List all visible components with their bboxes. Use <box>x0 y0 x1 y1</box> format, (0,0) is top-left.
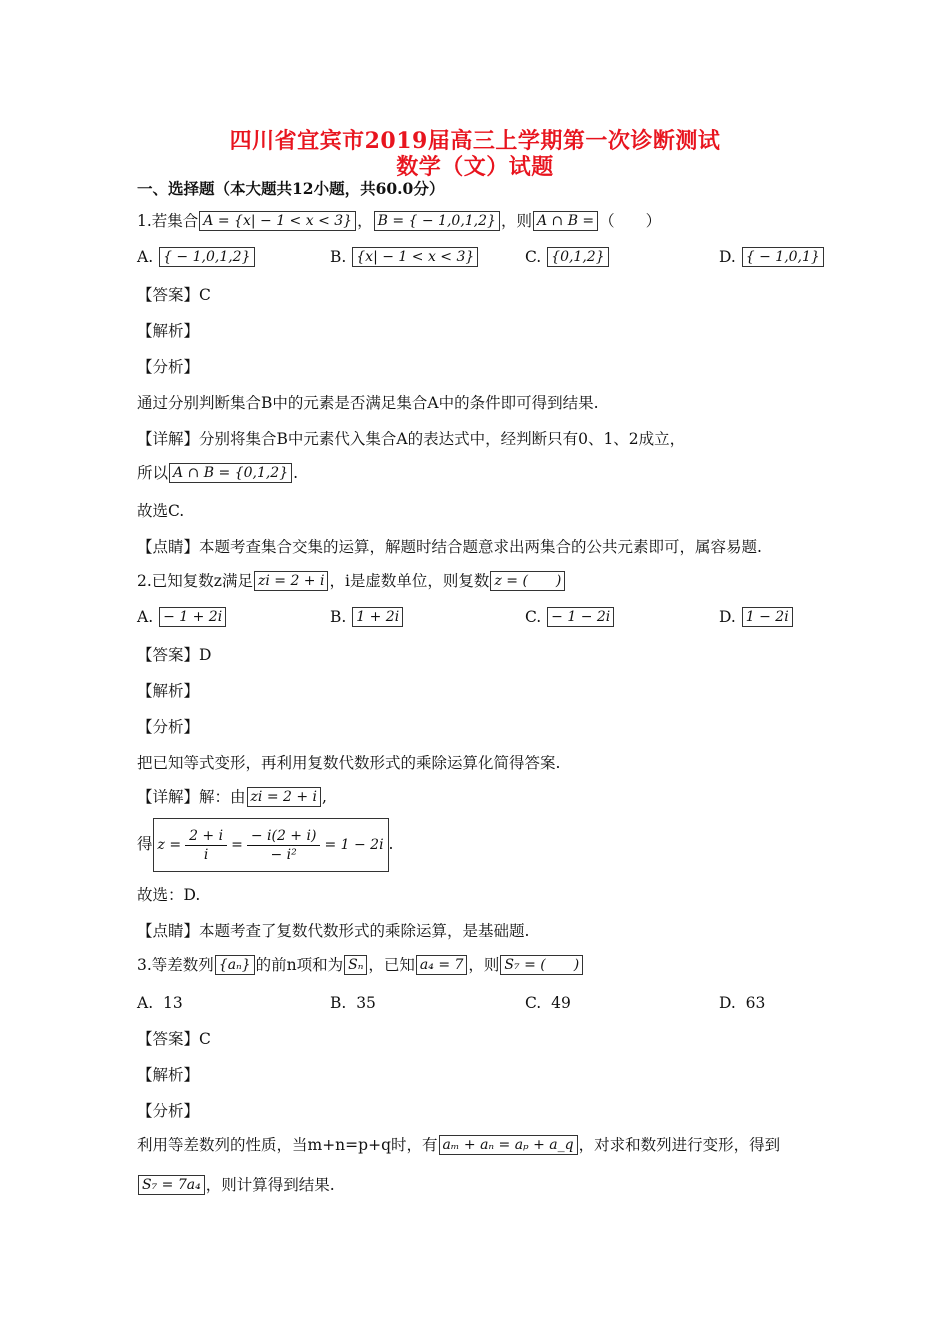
q1-conclusion <box>137 462 298 484</box>
q3-option-b-label: B. <box>330 994 347 1012</box>
q1-option-d-label: D. <box>719 248 736 266</box>
q3-text1-suffix: ，对求和数列进行变形，得到 <box>578 1136 781 1154</box>
q2-equals: = <box>231 837 243 853</box>
q1-expression: A ∩ B = <box>533 211 598 231</box>
q2-fenxi-text: 把已知等式变形，再利用复数代数形式的乘除运算化简得答案. <box>137 754 561 772</box>
q1-option-c-label: C. <box>525 248 542 266</box>
q1-option-a <box>137 246 256 268</box>
q3-option-b <box>330 992 376 1014</box>
q2-option-a-value: − 1 + 2i <box>159 607 226 627</box>
q2-fraction-2 <box>247 827 321 864</box>
q1-option-d-value: { − 1,0,1} <box>742 247 824 267</box>
q3-option-a-value: 13 <box>162 994 183 1012</box>
q1-detail: 【详解】分别将集合B中元素代入集合A的表达式中，经判断只有0、1、2成立， <box>137 430 686 448</box>
q2-option-c-value: − 1 − 2i <box>547 607 614 627</box>
q1-option-d <box>719 246 825 268</box>
question-2 <box>137 570 566 592</box>
q2-option-c-label: C. <box>525 608 542 626</box>
section-heading: 一、选择题（本大题共12小题，共60.0分） <box>137 179 445 198</box>
q3-text1-expression: aₘ + aₙ = aₚ + a_q <box>439 1135 578 1155</box>
q1-separator: ， <box>357 212 373 230</box>
q2-mid-text: ，i是虚数单位，则复数 <box>329 572 490 590</box>
q1-fenxi-label: 【分析】 <box>137 358 200 376</box>
q2-option-d <box>719 606 794 628</box>
q1-note: 【点睛】本题考查集合交集的运算，解题时结合题意求出两集合的公共元素即可，属容易题. <box>137 538 762 556</box>
q3-fenxi-text-2 <box>137 1174 335 1196</box>
q2-expression: zi = 2 + i <box>254 571 329 591</box>
q2-frac-z: z = <box>157 837 182 853</box>
q1-analysis-label: 【解析】 <box>137 322 200 340</box>
q1-option-b <box>330 246 479 268</box>
question-1 <box>137 210 661 232</box>
q2-answer: 【答案】D <box>137 646 212 664</box>
q1-fenxi-text: 通过分别判断集合B中的元素是否满足集合A中的条件即可得到结果. <box>137 394 599 412</box>
q1-option-b-value: {x| − 1 < x < 3} <box>352 247 478 267</box>
q2-frac-result: = 1 − 2i <box>324 837 384 853</box>
question-3 <box>137 954 584 976</box>
q2-fraction-2-numerator: − i(2 + i) <box>247 827 321 846</box>
q3-text2-expression: S₇ = 7a₄ <box>138 1175 205 1195</box>
q3-option-d-value: 63 <box>745 994 766 1012</box>
q2-option-b-value: 1 + 2i <box>352 607 403 627</box>
q3-text1-prefix: 利用等差数列的性质，当m+n=p+q时，有 <box>137 1136 438 1154</box>
q3-text2-suffix: ，则计算得到结果. <box>205 1176 335 1194</box>
q3-option-c-label: C. <box>525 994 542 1012</box>
document-title-line2: 数学（文）试题 <box>396 154 554 180</box>
q1-option-a-label: A. <box>137 248 154 266</box>
q2-option-d-value: 1 − 2i <box>742 607 793 627</box>
q3-prefix: 3.等差数列 <box>137 956 214 974</box>
q3-s7: S₇ = ( ) <box>500 955 583 975</box>
q1-set-a: A = {x| − 1 < x < 3} <box>199 211 356 231</box>
q2-option-d-label: D. <box>719 608 736 626</box>
q3-sn: Sₙ <box>344 955 367 975</box>
q1-option-c <box>525 246 610 268</box>
q2-fraction-2-denominator: − i² <box>270 846 297 863</box>
q3-answer: 【答案】C <box>137 1030 211 1048</box>
q2-de-label: 得 <box>137 835 153 853</box>
q2-analysis-label: 【解析】 <box>137 682 200 700</box>
q3-option-d <box>719 992 765 1014</box>
q3-a4: a₄ = 7 <box>416 955 468 975</box>
q1-option-a-value: { − 1,0,1,2} <box>159 247 254 267</box>
q3-fenxi-label: 【分析】 <box>137 1102 200 1120</box>
q3-option-a-label: A. <box>137 994 154 1012</box>
q3-option-b-value: 35 <box>356 994 376 1012</box>
q1-so-period: . <box>293 464 299 482</box>
q1-so-expression: A ∩ B = {0,1,2} <box>169 463 292 483</box>
q1-answer: 【答案】C <box>137 286 211 304</box>
q1-mid-text: ，则 <box>500 212 532 230</box>
q1-blank: （ ） <box>599 212 662 230</box>
q1-option-c-value: {0,1,2} <box>547 247 608 267</box>
document-title-line1: 四川省宜宾市2019届高三上学期第一次诊断测试 <box>229 128 721 154</box>
q3-mid-text-3: ，则 <box>468 956 500 974</box>
q2-fraction-expression <box>153 818 389 872</box>
q2-choose: 故选：D. <box>137 886 201 904</box>
q3-option-c-value: 49 <box>551 994 571 1012</box>
q2-detail-comma: , <box>322 788 327 806</box>
q3-mid-text-2: ，已知 <box>368 956 415 974</box>
q3-analysis-label: 【解析】 <box>137 1066 200 1084</box>
q2-option-a <box>137 606 227 628</box>
q2-detail-prefix: 【详解】解：由 <box>137 788 246 806</box>
q2-derivation <box>137 818 393 872</box>
q1-prefix: 1.若集合 <box>137 212 199 230</box>
q2-fenxi-label: 【分析】 <box>137 718 200 736</box>
q2-detail <box>137 786 327 808</box>
q3-option-d-label: D. <box>719 994 736 1012</box>
q2-option-b-label: B. <box>330 608 347 626</box>
q3-option-a <box>137 992 183 1014</box>
q2-option-a-label: A. <box>137 608 154 626</box>
q2-fraction-1-denominator: i <box>203 846 209 863</box>
q2-option-b <box>330 606 404 628</box>
q2-fraction-1 <box>185 827 227 864</box>
q3-sequence: {aₙ} <box>215 955 255 975</box>
q1-choose: 故选C. <box>137 502 185 520</box>
q1-so-prefix: 所以 <box>137 464 169 482</box>
q2-note: 【点睛】本题考查了复数代数形式的乘除运算，是基础题. <box>137 922 530 940</box>
q3-mid-text-1: 的前n项和为 <box>255 956 344 974</box>
q2-option-c <box>525 606 615 628</box>
q1-option-b-label: B. <box>330 248 347 266</box>
q2-expression-z: z = ( ) <box>490 571 565 591</box>
q1-set-b: B = { − 1,0,1,2} <box>374 211 500 231</box>
q3-fenxi-text-1 <box>137 1134 780 1156</box>
q3-option-c <box>525 992 571 1014</box>
q2-prefix: 2.已知复数z满足 <box>137 572 253 590</box>
q2-fraction-1-numerator: 2 + i <box>185 827 227 846</box>
q2-detail-expression: zi = 2 + i <box>247 787 322 807</box>
q2-derivation-period: . <box>388 835 394 853</box>
